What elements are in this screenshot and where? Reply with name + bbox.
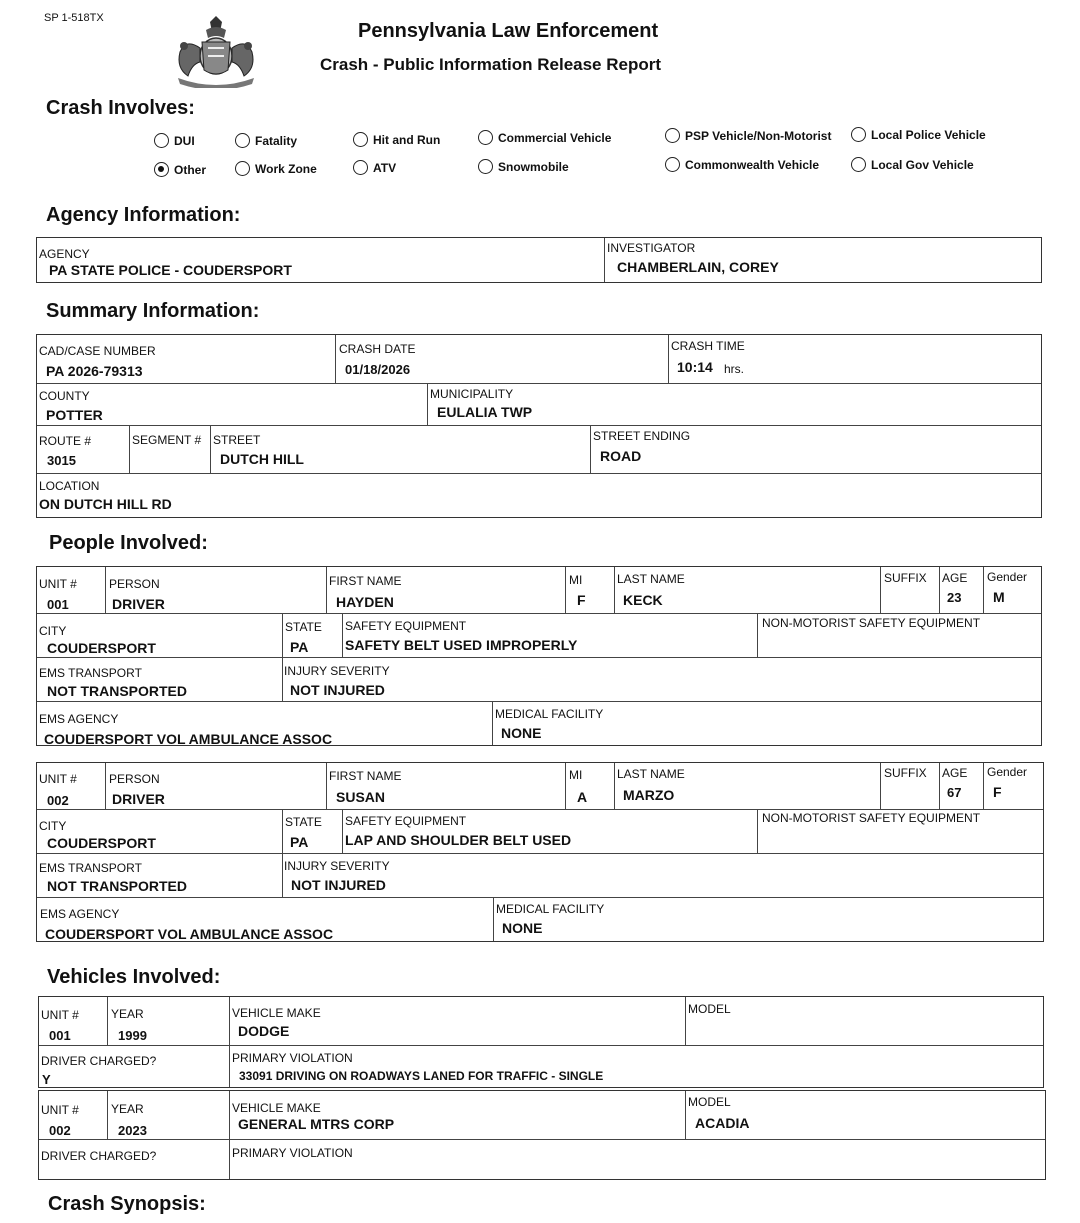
radio-icon xyxy=(235,133,250,148)
violation-label: PRIMARY VIOLATION xyxy=(232,1051,353,1065)
report-subtitle: Crash - Public Information Release Report xyxy=(320,55,662,74)
ems-agency-label: EMS AGENCY xyxy=(40,907,120,921)
checkbox-atv[interactable]: ATV xyxy=(353,160,396,175)
safety-label: SAFETY EQUIPMENT xyxy=(345,814,467,828)
person-label: PERSON xyxy=(109,772,160,786)
summary-heading: Summary Information: xyxy=(46,300,260,322)
city-value: COUDERSPORT xyxy=(47,640,156,656)
route-label: ROUTE # xyxy=(39,434,92,448)
crash-date-value: 01/18/2026 xyxy=(345,362,411,377)
vehicle-card-1 xyxy=(38,996,1044,1088)
vehicle-unit-label: UNIT # xyxy=(41,1008,79,1022)
state-seal-icon xyxy=(162,12,270,88)
vehicle-year-value: 2023 xyxy=(118,1123,147,1138)
checkbox-hit-and-run[interactable]: Hit and Run xyxy=(353,132,440,147)
person-card-1 xyxy=(36,566,1042,746)
gender-value: M xyxy=(993,589,1005,605)
radio-icon xyxy=(665,128,680,143)
county-label: COUNTY xyxy=(39,389,90,403)
driver-charged-label: DRIVER CHARGED? xyxy=(41,1149,157,1163)
vehicle-unit-value: 002 xyxy=(49,1123,71,1138)
violation-label: PRIMARY VIOLATION xyxy=(232,1146,353,1160)
age-label: AGE xyxy=(942,571,968,585)
first-name-value: SUSAN xyxy=(336,789,386,805)
driver-charged-value: Y xyxy=(42,1072,51,1087)
mi-label: MI xyxy=(569,768,583,782)
street-label: STREET xyxy=(213,433,261,447)
vehicle-make-label: VEHICLE MAKE xyxy=(232,1101,321,1115)
radio-icon xyxy=(235,161,250,176)
case-number-label: CAD/CASE NUMBER xyxy=(39,344,156,358)
vehicle-year-label: YEAR xyxy=(111,1102,144,1116)
last-name-value: MARZO xyxy=(623,787,675,803)
radio-icon xyxy=(154,133,169,148)
crash-time-value: 10:14 xyxy=(677,359,713,375)
mi-label: MI xyxy=(569,573,583,587)
first-name-label: FIRST NAME xyxy=(329,574,402,588)
safety-label: SAFETY EQUIPMENT xyxy=(345,619,467,633)
unit-label: UNIT # xyxy=(39,577,77,591)
investigator-value: CHAMBERLAIN, COREY xyxy=(617,259,779,275)
radio-icon xyxy=(851,127,866,142)
nm-safety-label: NON-MOTORIST SAFETY EQUIPMENT xyxy=(762,616,981,630)
street-value: DUTCH HILL xyxy=(220,451,304,467)
driver-charged-label: DRIVER CHARGED? xyxy=(41,1054,157,1068)
radio-checked-icon xyxy=(154,162,169,177)
investigator-label: INVESTIGATOR xyxy=(607,241,696,255)
street-ending-value: ROAD xyxy=(600,448,642,464)
state-seal xyxy=(162,12,270,88)
age-label: AGE xyxy=(942,766,968,780)
vehicle-make-value: GENERAL MTRS CORP xyxy=(238,1116,395,1132)
route-value: 3015 xyxy=(47,453,76,468)
city-label: CITY xyxy=(39,624,67,638)
vehicle-model-label: MODEL xyxy=(688,1002,731,1016)
injury-label: INJURY SEVERITY xyxy=(284,664,390,678)
safety-value: SAFETY BELT USED IMPROPERLY xyxy=(345,637,578,653)
vehicle-unit-label: UNIT # xyxy=(41,1103,79,1117)
ems-transport-value: NOT TRANSPORTED xyxy=(47,878,187,894)
checkbox-local-gov-vehicle[interactable]: Local Gov Vehicle xyxy=(851,157,974,172)
state-label: STATE xyxy=(285,620,322,634)
radio-icon xyxy=(478,159,493,174)
summary-table xyxy=(36,334,1042,518)
checkbox-commercial-vehicle[interactable]: Commercial Vehicle xyxy=(478,130,611,145)
first-name-value: HAYDEN xyxy=(336,594,394,610)
person-value: DRIVER xyxy=(112,791,165,807)
radio-icon xyxy=(665,157,680,172)
unit-value: 001 xyxy=(47,597,69,612)
vehicle-make-label: VEHICLE MAKE xyxy=(232,1006,321,1020)
vehicle-make-value: DODGE xyxy=(238,1023,290,1039)
people-heading: People Involved: xyxy=(49,532,208,554)
person-value: DRIVER xyxy=(112,596,165,612)
checkbox-other[interactable]: Other xyxy=(154,162,206,177)
medical-value: NONE xyxy=(501,725,542,741)
location-label: LOCATION xyxy=(39,479,100,493)
checkbox-work-zone[interactable]: Work Zone xyxy=(235,161,317,176)
person-card-2 xyxy=(36,762,1044,942)
injury-value: NOT INJURED xyxy=(291,877,386,893)
medical-value: NONE xyxy=(502,920,543,936)
location-value: ON DUTCH HILL RD xyxy=(39,496,172,512)
state-value: PA xyxy=(290,834,309,850)
vehicle-card-2 xyxy=(38,1090,1046,1180)
city-label: CITY xyxy=(39,819,67,833)
suffix-label: SUFFIX xyxy=(884,766,927,780)
checkbox-dui[interactable]: DUI xyxy=(154,133,195,148)
unit-value: 002 xyxy=(47,793,69,808)
state-value: PA xyxy=(290,639,309,655)
vehicle-year-value: 1999 xyxy=(118,1028,147,1043)
radio-icon xyxy=(478,130,493,145)
radio-icon xyxy=(353,132,368,147)
report-title: Pennsylvania Law Enforcement xyxy=(358,20,659,42)
checkbox-snowmobile[interactable]: Snowmobile xyxy=(478,159,569,174)
street-ending-label: STREET ENDING xyxy=(593,429,691,443)
gender-value: F xyxy=(993,784,1002,800)
injury-label: INJURY SEVERITY xyxy=(284,859,390,873)
crash-time-unit: hrs. xyxy=(724,362,745,376)
crash-date-label: CRASH DATE xyxy=(339,342,416,356)
radio-icon xyxy=(851,157,866,172)
checkbox-commonwealth-vehicle[interactable]: Commonwealth Vehicle xyxy=(665,157,819,172)
vehicle-model-label: MODEL xyxy=(688,1095,731,1109)
medical-label: MEDICAL FACILITY xyxy=(496,902,605,916)
violation-value: 33091 DRIVING ON ROADWAYS LANED FOR TRAFFIC - SINGLE xyxy=(239,1069,604,1083)
medical-label: MEDICAL FACILITY xyxy=(495,707,604,721)
last-name-label: LAST NAME xyxy=(617,767,685,781)
mi-value: F xyxy=(577,592,586,608)
synopsis-heading: Crash Synopsis: xyxy=(48,1193,206,1215)
last-name-label: LAST NAME xyxy=(617,572,685,586)
municipality-value: EULALIA TWP xyxy=(437,404,533,420)
mi-value: A xyxy=(577,789,588,805)
safety-value: LAP AND SHOULDER BELT USED xyxy=(345,832,572,848)
case-number-value: PA 2026-79313 xyxy=(46,363,143,379)
age-value: 23 xyxy=(947,590,962,605)
last-name-value: KECK xyxy=(623,592,663,608)
gender-label: Gender xyxy=(987,765,1028,779)
gender-label: Gender xyxy=(987,570,1028,584)
segment-label: SEGMENT # xyxy=(132,433,202,447)
first-name-label: FIRST NAME xyxy=(329,769,402,783)
crash-involves-heading: Crash Involves: xyxy=(46,97,195,119)
ems-transport-value: NOT TRANSPORTED xyxy=(47,683,187,699)
person-label: PERSON xyxy=(109,577,160,591)
nm-safety-label: NON-MOTORIST SAFETY EQUIPMENT xyxy=(762,811,981,825)
age-value: 67 xyxy=(947,785,962,800)
ems-agency-value: COUDERSPORT VOL AMBULANCE ASSOC xyxy=(44,731,333,747)
form-id: SP 1-518TX xyxy=(44,12,104,24)
vehicle-year-label: YEAR xyxy=(111,1007,144,1021)
checkbox-psp-vehicle[interactable]: PSP Vehicle/Non-Motorist xyxy=(665,128,831,143)
injury-value: NOT INJURED xyxy=(290,682,385,698)
agency-table xyxy=(36,237,1042,283)
ems-agency-value: COUDERSPORT VOL AMBULANCE ASSOC xyxy=(45,926,334,942)
crash-time-label: CRASH TIME xyxy=(671,339,745,353)
county-value: POTTER xyxy=(46,407,103,423)
vehicles-heading: Vehicles Involved: xyxy=(47,966,221,988)
agency-heading: Agency Information: xyxy=(46,204,241,226)
ems-transport-label: EMS TRANSPORT xyxy=(39,861,142,875)
ems-agency-label: EMS AGENCY xyxy=(39,712,119,726)
unit-label: UNIT # xyxy=(39,772,77,786)
vehicle-model-value: ACADIA xyxy=(695,1115,750,1131)
suffix-label: SUFFIX xyxy=(884,571,927,585)
municipality-label: MUNICIPALITY xyxy=(430,387,514,401)
checkbox-fatality[interactable]: Fatality xyxy=(235,133,297,148)
agency-value: PA STATE POLICE - COUDERSPORT xyxy=(49,262,292,278)
radio-icon xyxy=(353,160,368,175)
ems-transport-label: EMS TRANSPORT xyxy=(39,666,142,680)
checkbox-local-police-vehicle[interactable]: Local Police Vehicle xyxy=(851,127,986,142)
vehicle-unit-value: 001 xyxy=(49,1028,71,1043)
city-value: COUDERSPORT xyxy=(47,835,156,851)
agency-label: AGENCY xyxy=(39,247,90,261)
state-label: STATE xyxy=(285,815,322,829)
